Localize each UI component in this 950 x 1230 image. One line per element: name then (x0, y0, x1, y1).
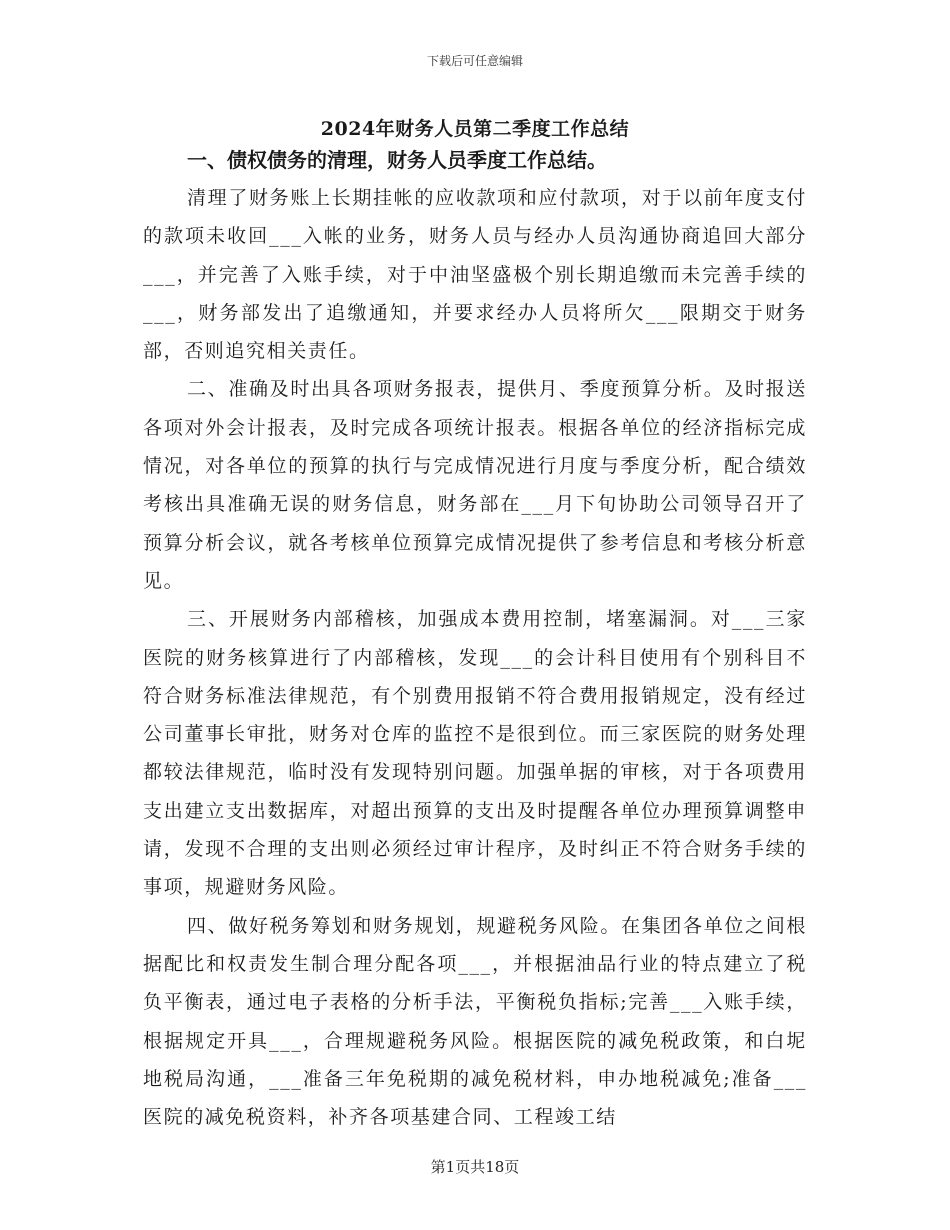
paragraph-financial-reports: 二、准确及时出具各项财务报表，提供月、季度预算分析。及时报送各项对外会计报表，及时完成各项统计报表。根据各单位的经济指标完成情况，对各单位的预算的执行与完成情况进行月度与季度分析，配合绩效考核出具准确无误的财务信息，财务部在___月下旬协助公司领导召开了预算分析会议，就各考核单位预算完成情况提供了参考信息和考核分析意见。 (143, 378, 807, 592)
page-number-footer: 第1页共18页 (430, 1158, 520, 1176)
paragraph-internal-audit: 三、开展财务内部稽核，加强成本费用控制，堵塞漏洞。对___三家医院的财务核算进行了内部稽核，发现___的会计科目使用有个别科目不符合财务标准法律规范，有个别费用报销不符合费用报销规定，没有经过公司董事长审批，财务对仓库的监控不是很到位。而三家医院的财务处理都较法律规范，临时没有发现特别问题。加强单据的审核，对于各项费用支出建立支出数据库，对超出预算的支出及时提醒各单位办理预算调整申请，发现不合理的支出则必须经过审计程序，及时纠正不符合财务手续的事项，规避财务风险。 (143, 608, 807, 899)
document-body (143, 141, 807, 1136)
document-title: 2024年财务人员第二季度工作总结 (320, 118, 630, 140)
paragraph-debt-clearing: 清理了财务账上长期挂帐的应收款项和应付款项，对于以前年度支付的款项未收回___入帐的业务，财务人员与经办人员沟通协商追回大部分___，并完善了入账手续，对于中油坚盛极个别长期追缴而未完善手续的___，财务部发出了追缴通知，并要求经办人员将所欠___限期交于财务部，否则追究相关责任。 (143, 187, 807, 363)
paragraph-tax-planning: 四、做好税务筹划和财务规划，规避税务风险。在集团各单位之间根据配比和权责发生制合理分配各项___，并根据油品行业的特点建立了税负平衡表，通过电子表格的分析手法，平衡税负指标;完善___入账手续，根据规定开具___，合理规避税务风险。根据医院的减免税政策，和白坭地税局沟通，___准备三年免税期的减免税材料，申办地税减免;准备___医院的减免税资料，补齐各项基建合同、工程竣工结 (143, 914, 807, 1129)
header-note: 下载后可任意编辑 (426, 54, 523, 68)
section-heading: 一、债权债务的清理，财务人员季度工作总结。 (187, 148, 607, 172)
